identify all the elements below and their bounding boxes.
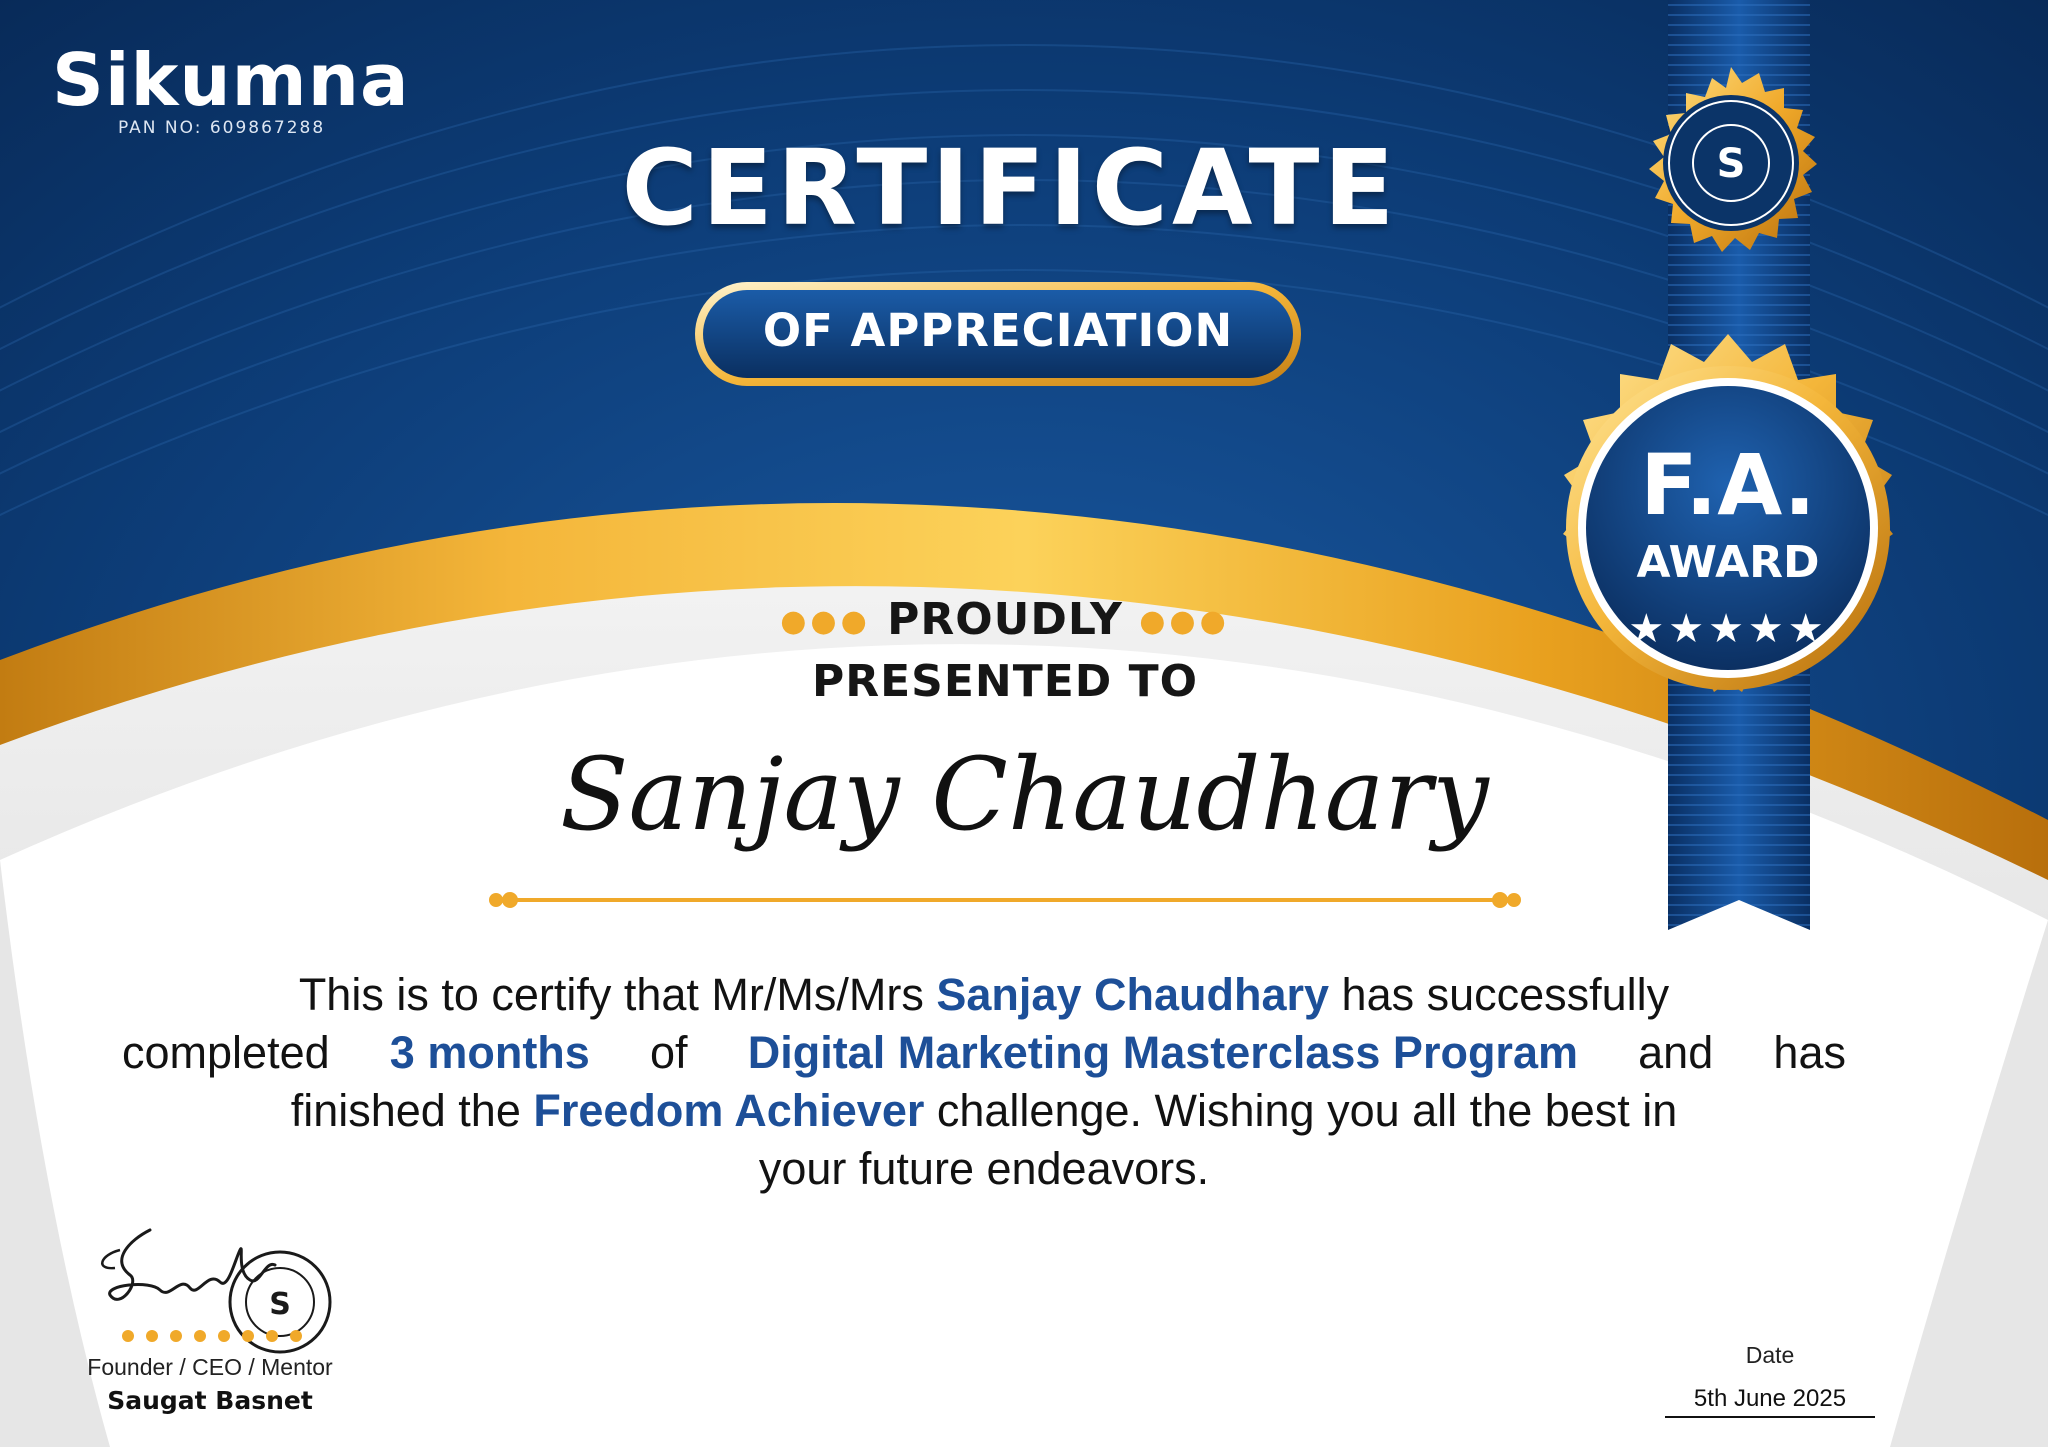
certificate-body-text [122, 966, 1846, 1198]
certificate-subtitle: OF APPRECIATION [762, 304, 1234, 357]
date-block [1665, 1342, 1875, 1418]
pan-number: PAN NO: 609867288 [118, 118, 326, 138]
signature-with-stamp [60, 1220, 380, 1360]
presented-line-2: PRESENTED TO [811, 656, 1199, 707]
body-challenge: Freedom Achiever [533, 1085, 925, 1136]
signatory-role: Founder / CEO / Mentor [87, 1354, 333, 1380]
body-line-2: completed 3 months of Digital Marketing Masterclass Program and has [122, 1024, 1846, 1082]
body-program: Digital Marketing Masterclass Program [747, 1027, 1578, 1078]
body-duration: 3 months [389, 1027, 590, 1078]
signatory-name: Saugat Basnet [107, 1386, 313, 1415]
certificate-title: CERTIFICATE [621, 127, 1399, 249]
decorative-dots-left-icon: ●●● [780, 604, 871, 639]
award-code: F.A. [1640, 436, 1816, 534]
brand-logo [52, 38, 410, 138]
body-line-4: your future endeavors. [758, 1143, 1210, 1194]
logo-wordmark: Sikumna [52, 38, 410, 122]
name-underline-divider [488, 888, 1522, 912]
recipient-name: Sanjay Chaudhary [560, 736, 1489, 853]
company-seal-icon [1626, 65, 1836, 275]
presented-to-heading [740, 590, 1270, 712]
svg-text:S: S [269, 1287, 291, 1322]
date-value: 5th June 2025 [1665, 1385, 1875, 1418]
date-label: Date [1745, 1342, 1795, 1368]
signature-block [60, 1220, 380, 1420]
body-recipient-name: Sanjay Chaudhary [936, 969, 1330, 1020]
body-line-3: finished the Freedom Achiever challenge. Wishing you all the best in [290, 1085, 1678, 1136]
award-label: AWARD [1636, 537, 1820, 588]
svg-text:S: S [1716, 141, 1746, 187]
body-line-1: This is to certify that Mr/Ms/Mrs Sanjay Chaudhary has successfully [298, 969, 1670, 1020]
decorative-dots-right-icon: ●●● [1139, 604, 1230, 639]
presented-line-1: ●●● PROUDLY ●●● [780, 594, 1230, 645]
award-stars-icon: ★★★★★ [1628, 607, 1828, 651]
